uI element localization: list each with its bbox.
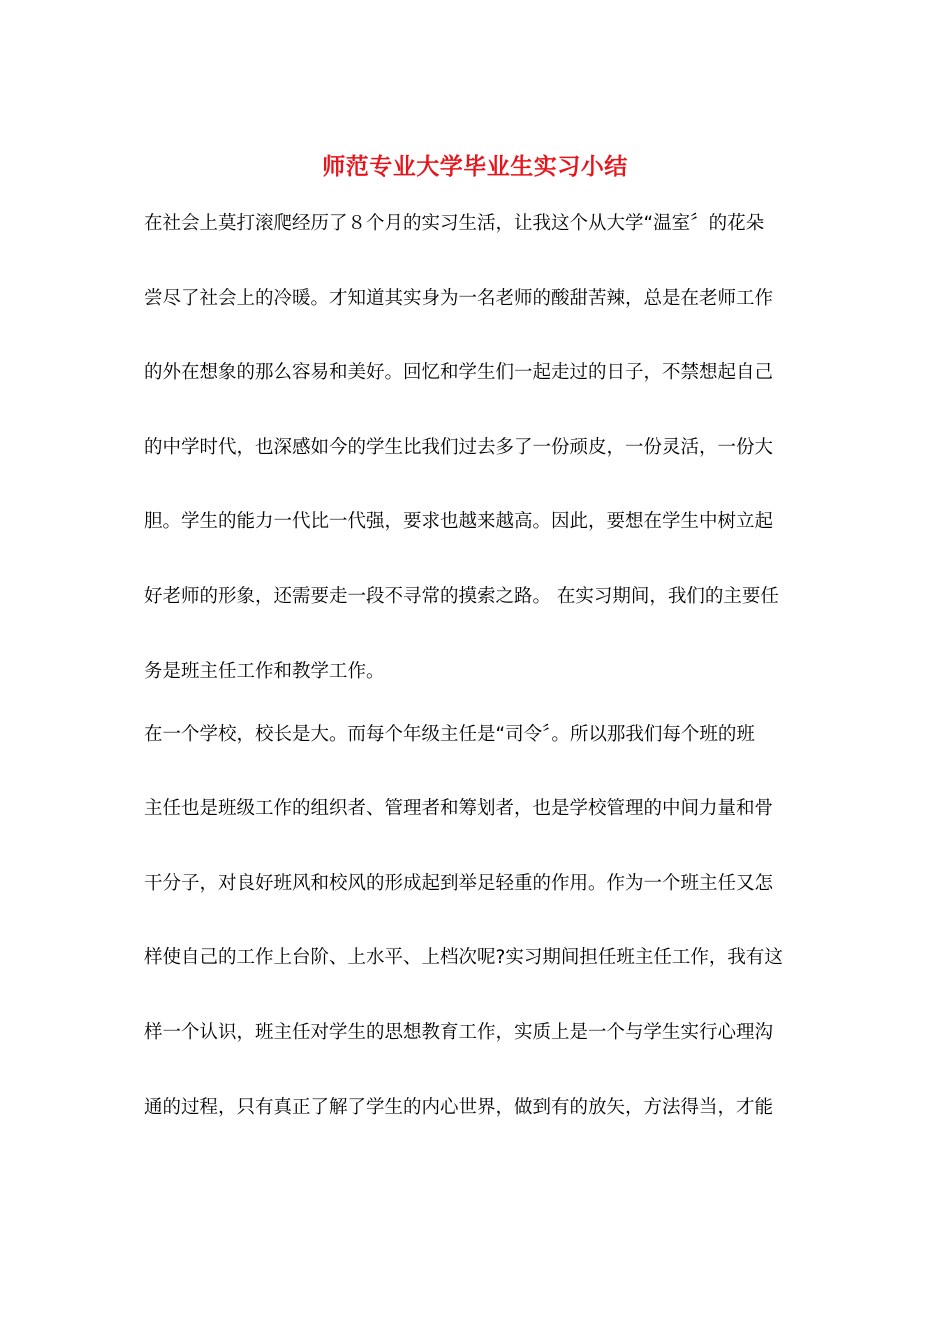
paragraph-line: 样一个认识，班主任对学生的思想教育工作，实质上是一个与学生实行心理沟 xyxy=(144,1022,774,1043)
paragraph-line: 主任也是班级工作的组织者、管理者和筹划者，也是学校管理的中间力量和骨 xyxy=(144,798,774,819)
paragraph-line: 通的过程，只有真正了解了学生的内心世界，做到有的放矢，方法得当，才能 xyxy=(144,1097,774,1118)
paragraph-line: 在一个学校，校长是大。而每个年级主任是“司令〞。所以那我们每个班的班 xyxy=(144,724,755,745)
paragraph-line: 尝尽了社会上的冷暖。才知道其实身为一名老师的酸甜苦辣，总是在老师工作 xyxy=(144,288,774,309)
paragraph-line: 的外在想象的那么容易和美好。回忆和学生们一起走过的日子，不禁想起自己 xyxy=(144,362,774,383)
paragraph-line: 在社会上莫打滚爬经历了８个月的实习生活，让我这个从大学“温室〞的花朵 xyxy=(144,213,765,234)
paragraph-line: 好老师的形象，还需要走一段不寻常的摸索之路。 在实习期间，我们的主要任 xyxy=(144,586,779,607)
paragraph-line: 样使自己的工作上台阶、上水平、上档次呢?实习期间担任班主任工作，我有这 xyxy=(144,947,783,968)
paragraph-line: 胆。学生的能力一代比一代强，要求也越来越高。因此，要想在学生中树立起 xyxy=(144,511,774,532)
document-title: 师范专业大学毕业生实习小结 xyxy=(322,154,628,180)
paragraph-line: 务是班主任工作和教学工作。 xyxy=(144,661,385,682)
paragraph-line: 干分子，对良好班风和校风的形成起到举足轻重的作用。作为一个班主任又怎 xyxy=(144,873,774,894)
paragraph-line: 的中学时代，也深感如今的学生比我们过去多了一份顽皮，一份灵活，一份大 xyxy=(144,437,774,458)
